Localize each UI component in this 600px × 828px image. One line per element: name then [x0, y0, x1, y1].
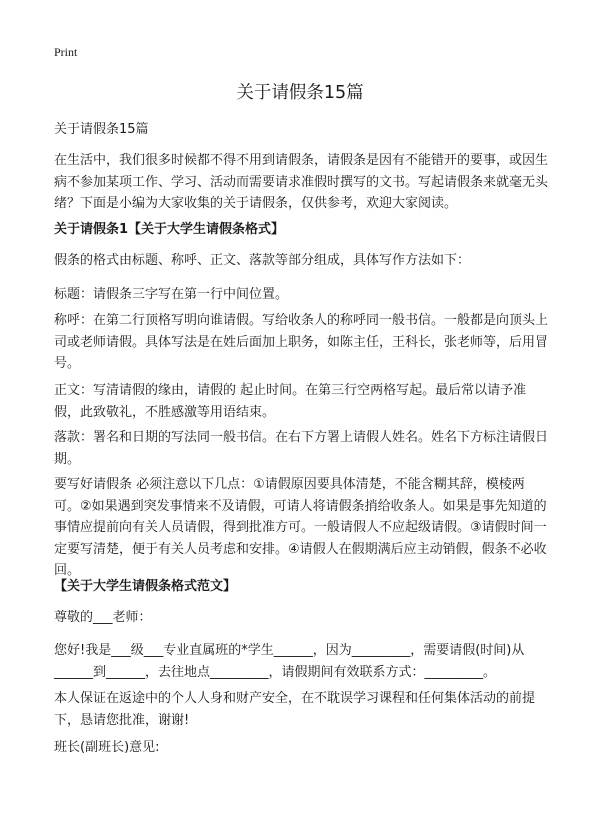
paragraph-salutation-rule: 称呼：在第二行顶格写明向谁请假。写给收条人的称呼同一般书信。一般都是向顶头上司或老师请假。具体写法是在姓后面加上职务，如陈主任，王科长，张老师等，后用冒号。 [54, 313, 549, 371]
section2-heading: 【关于大学生请假条格式范文】 [54, 579, 237, 594]
section1-heading: 关于请假条1【关于大学生请假条格式】 [54, 222, 285, 237]
letter-promise: 本人保证在返途中的个人人身和财产安全，在不耽误学习课程和任何集体活动的前提下，恳请您批准，谢谢! [54, 691, 536, 728]
paragraph-signature-rule: 落款：署名和日期的写法同一般书信。在右下方署上请假人姓名。姓名下方标注请假日期。 [54, 430, 549, 467]
paragraph-format: 假条的格式由标题、称呼、正文、落款等部分组成，具体写作方法如下： [54, 253, 471, 268]
monitor-opinion: 班长(副班长)意见: [54, 740, 160, 755]
paragraph-notes: 要写好请假条 必须注意以下几点：①请假原因要具体清楚，不能含糊其辞，模棱两可。②如果遇到突发事情来不及请假，可请人将请假条捎给收条人。如果是事先知道的事情应提前向有关人员请假，得到批准方可。一般请假人不应起级请假。③请假时间一定要写清楚，便于有关人员考虑和安排。④请假人在假期满后应主动销假，假条不必收回。 [54, 477, 547, 578]
print-label[interactable]: Print [54, 45, 78, 59]
paragraph-body-rule: 正文：写清请假的缘由，请假的 起止时间。在第三行空两格写起。最后常以请予准假，此致敬礼，不胜感激等用语结束。 [54, 383, 527, 420]
subtitle: 关于请假条15篇 [54, 122, 149, 137]
page-title: 关于请假条15篇 [236, 83, 364, 103]
intro-paragraph: 在生活中，我们很多时候都不得不用到请假条，请假条是因有不能错开的要事，或因生病不参加某项工作、学习、活动而需要请求准假时撰写的文书。写起请假条来就毫无头绪？下面是小编为大家收集的关于请假条，仅供参考，欢迎大家阅读。 [54, 153, 549, 211]
paragraph-title-rule: 标题：请假条三字写在第一行中间位置。 [54, 287, 289, 302]
letter-salutation: 尊敬的___老师： [54, 610, 152, 625]
letter-body: 您好!我是___级___专业直属班的*学生______，因为_________，需要请假(时间)从______到______，去往地点_________，请假期间有效联系方式：_________。 [54, 643, 525, 680]
